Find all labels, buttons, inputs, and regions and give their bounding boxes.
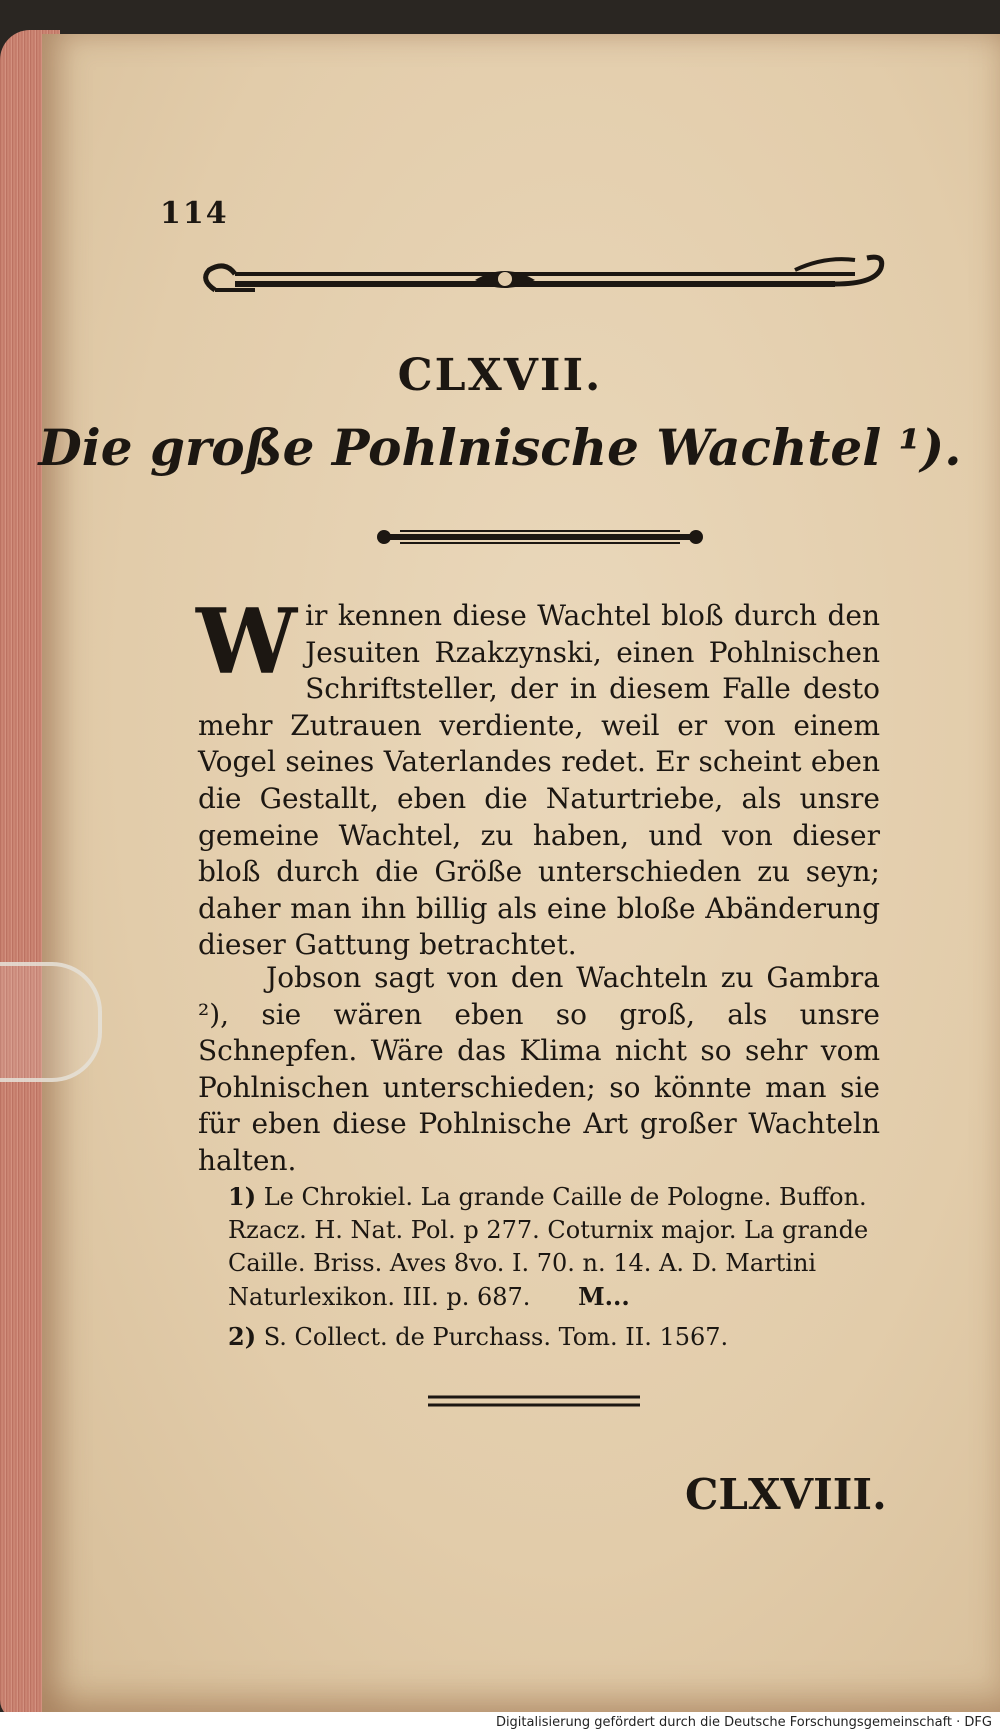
page-number: 114 bbox=[160, 196, 229, 231]
drop-capital: W bbox=[196, 589, 298, 695]
paragraph-1-text: ir kennen diese Wachtel bloß durch den Jesuiten Rzakzynski, einen Pohlnischen Schriftsteller, der in diesem Falle desto mehr Zutrauen verdiente, weil er von einem Vogel seines Vaterlandes redet. Er scheint eben die Gestallt, eben die Naturtriebe, als unsre gemeine Wachtel, zu haben, und von dieser bloß durch die Größe unterschieden zu seyn; daher man ihn billig als eine bloße Abänderung dieser Gattung betrachtet. bbox=[198, 599, 880, 962]
footnote-1-signature: M... bbox=[578, 1282, 630, 1311]
catchword: CLXVIII. bbox=[685, 1470, 887, 1519]
ornament-rule-top bbox=[195, 250, 885, 320]
paragraph-1 bbox=[196, 589, 880, 964]
footnote-2-number: 2) bbox=[228, 1322, 257, 1351]
page-clip bbox=[0, 962, 102, 1082]
paragraph-2: Jobson sagt von den Wachteln zu Gambra ²), sie wären eben so groß, als unsre Schnepfen. Wäre das Klima nicht so sehr vom Pohlnischen unterschieden; so könnte man sie für eben diese Pohlnische Art großer Wachteln halten. bbox=[198, 961, 880, 1177]
digitization-credit bbox=[0, 1712, 1000, 1734]
ornament-rule-bottom bbox=[428, 1392, 640, 1410]
footnote-1-text: Le Chrokiel. La grande Caille de Pologne. Buffon. Rzacz. H. Nat. Pol. p 277. Coturnix major. La grande Caille. Briss. Aves 8vo. I. 70. n. 14. A. D. Martini Naturlexikon. III. p. 687. bbox=[228, 1183, 869, 1311]
footnote-1-number: 1) bbox=[228, 1182, 257, 1211]
chapter-title: Die große Pohlnische Wachtel ¹). bbox=[38, 418, 962, 477]
footnote-1 bbox=[228, 1180, 878, 1314]
footer-text: Digitalisierung gefördert durch die Deutsche Forschungsgemeinschaft · DFG bbox=[495, 1715, 992, 1730]
footnote-2-text: S. Collect. de Purchass. Tom. II. 1567. bbox=[263, 1323, 729, 1351]
chapter-number: CLXVII. bbox=[397, 350, 603, 401]
footnote-2 bbox=[228, 1320, 878, 1354]
ornament-rule-middle bbox=[370, 522, 710, 552]
